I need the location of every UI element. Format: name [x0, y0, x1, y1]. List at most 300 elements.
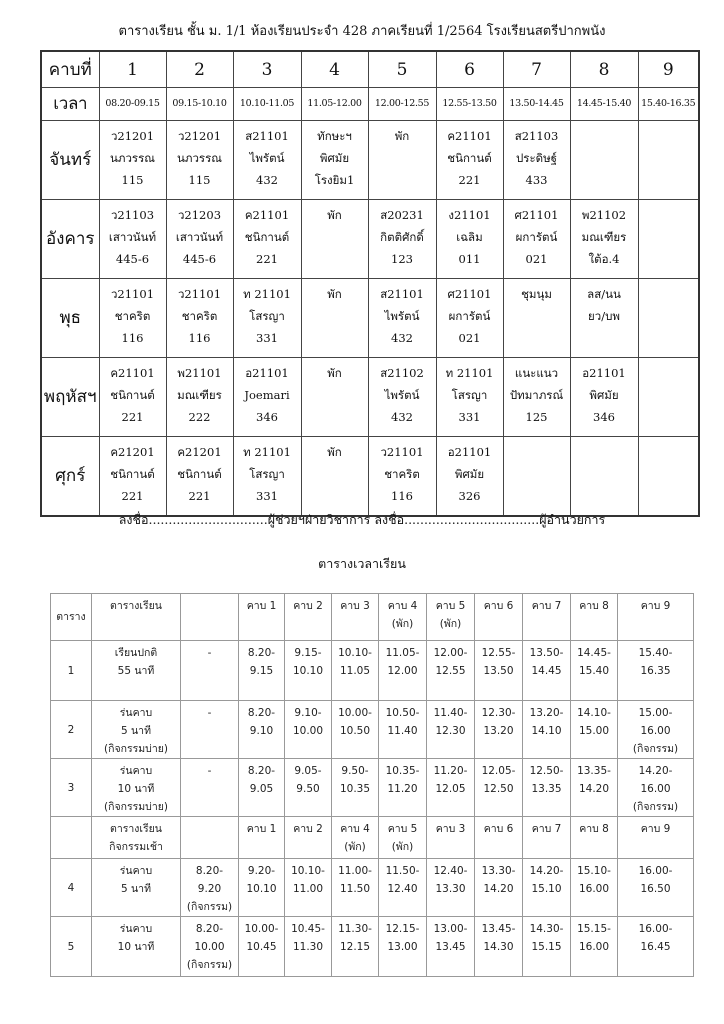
- cell-line: 11.50: [339, 883, 371, 895]
- time-cell: [618, 641, 694, 701]
- cell-line: ผการัตน์: [448, 309, 491, 323]
- day-name: ศุกร์: [41, 437, 99, 517]
- cell-line: ปัทมาภรณ์: [509, 388, 564, 402]
- time-cell: [379, 594, 427, 641]
- cell-line: 13.35-: [577, 765, 611, 777]
- cell-line: 12.50-: [529, 765, 564, 777]
- cell-line: เรียนปกติ: [114, 647, 158, 659]
- cell-line: ว21101: [110, 287, 155, 301]
- class-cell: [638, 121, 699, 200]
- time-cell: [571, 759, 618, 817]
- time-cell: [571, 859, 618, 917]
- period-number: 2: [166, 51, 233, 88]
- time-cell: [239, 817, 285, 859]
- cell-line: 15.40: [578, 665, 610, 677]
- cell-line: 13.45: [435, 941, 466, 953]
- cell-line: พัก: [394, 129, 410, 143]
- cell-line: 9.15: [249, 665, 274, 677]
- time-cell: [523, 641, 571, 701]
- cell-line: ท 21101: [243, 287, 291, 301]
- cell-line: 221: [256, 252, 278, 266]
- cell-line: 16.35: [640, 665, 671, 677]
- cell-line: 221: [121, 410, 144, 424]
- cell-line: 16.45: [640, 941, 671, 953]
- cell-line: 11.00: [292, 883, 324, 895]
- time-cell: [92, 917, 181, 977]
- cell-line: 15.10: [531, 883, 562, 895]
- time-cell: [332, 817, 379, 859]
- time-cell: [379, 641, 427, 701]
- cell-line: 15.15: [531, 941, 562, 953]
- cell-line: กิตติศักดิ์: [380, 230, 424, 244]
- cell-line: ว21203: [177, 208, 222, 222]
- cell-line: ชนิกานต์: [110, 467, 155, 481]
- cell-line: คาบ 9: [640, 823, 671, 835]
- time-cell: [239, 641, 285, 701]
- class-cell: [233, 437, 301, 517]
- cell-line: 9.10: [249, 725, 274, 737]
- class-cell: [166, 279, 233, 358]
- class-cell: [638, 200, 699, 279]
- cell-line: ค21101: [110, 366, 155, 380]
- cell-line: ศ21101: [514, 208, 559, 222]
- cell-line: คาบ 1: [246, 600, 277, 612]
- cell-line: 13.45-: [481, 923, 516, 935]
- cell-line: 12.15: [339, 941, 371, 953]
- time-cell: [618, 701, 694, 759]
- time-cell: [285, 759, 332, 817]
- cell-line: คาบ 1: [246, 823, 277, 835]
- cell-line: คาบ 5: [387, 823, 418, 835]
- period-time: 15.40-16.35: [638, 88, 699, 121]
- period-number: 8: [570, 51, 638, 88]
- time-label: เวลา: [41, 88, 99, 121]
- day-name: จันทร์: [41, 121, 99, 200]
- cell-line: 12.40-: [433, 865, 468, 877]
- cell-line: 15.40-: [638, 647, 673, 659]
- cell-line: ค21101: [244, 208, 290, 222]
- cell-line: 11.05-: [385, 647, 420, 659]
- cell-line: 116: [188, 331, 211, 345]
- cell-line: 1: [67, 664, 75, 677]
- time-cell: [332, 701, 379, 759]
- cell-line: 12.30-: [481, 707, 516, 719]
- cell-line: 13.00-: [433, 923, 468, 935]
- time-cell: [379, 859, 427, 917]
- class-cell: [503, 279, 570, 358]
- cell-line: ส21101: [245, 129, 289, 143]
- cell-line: นภวรรณ: [110, 151, 155, 165]
- class-cell: [233, 121, 301, 200]
- day-name: อังคาร: [41, 200, 99, 279]
- cell-line: -: [207, 765, 212, 777]
- cell-line: 10.00-: [338, 707, 372, 719]
- time-table-title: ตารางเวลาเรียน: [318, 556, 406, 571]
- time-cell: [92, 859, 181, 917]
- class-schedule-table: [40, 50, 700, 517]
- cell-line: ตารางเรียน: [110, 823, 162, 835]
- cell-line: (พัก): [391, 618, 414, 630]
- time-cell: [427, 641, 475, 701]
- time-cell: [239, 859, 285, 917]
- time-cell: [181, 594, 239, 641]
- cell-line: ส20231: [380, 208, 424, 222]
- time-cell: [571, 917, 618, 977]
- cell-line: ร่นคาบ: [119, 865, 153, 877]
- period-number: 9: [638, 51, 699, 88]
- cell-line: พัก: [327, 287, 342, 301]
- cell-line: 16.00-: [638, 923, 673, 935]
- time-cell: [427, 817, 475, 859]
- cell-line: 021: [458, 331, 481, 345]
- class-cell: [570, 121, 638, 200]
- cell-line: กิจกรรมเช้า: [109, 841, 163, 853]
- cell-line: ชนิกานต์: [244, 230, 290, 244]
- cell-line: 12.30: [435, 725, 466, 737]
- cell-line: โสรญา: [451, 388, 488, 402]
- time-cell: [51, 701, 92, 759]
- cell-line: 8.20-: [247, 707, 276, 719]
- cell-line: 5 นาที: [120, 725, 151, 737]
- time-cell: [571, 701, 618, 759]
- cell-line: ค21201: [177, 445, 222, 459]
- cell-line: 10.10: [246, 883, 277, 895]
- time-cell: [427, 859, 475, 917]
- time-cell: [92, 759, 181, 817]
- cell-line: 10.50: [339, 725, 371, 737]
- time-cell: [332, 917, 379, 977]
- cell-line: 13.50-: [529, 647, 564, 659]
- cell-line: 13.20: [483, 725, 514, 737]
- class-cell: [503, 437, 570, 517]
- cell-line: ส21102: [380, 366, 424, 380]
- cell-line: 445-6: [115, 252, 150, 266]
- class-cell: [166, 200, 233, 279]
- time-cell: [475, 817, 523, 859]
- cell-line: คาบ 3: [340, 600, 370, 612]
- cell-line: 9.10-: [294, 707, 322, 719]
- period-time: 13.50-14.45: [503, 88, 570, 121]
- class-cell: [638, 279, 699, 358]
- class-cell: [503, 200, 570, 279]
- cell-line: ง21101: [448, 208, 491, 222]
- time-cell: [51, 641, 92, 701]
- period-time: 10.10-11.05: [233, 88, 301, 121]
- class-cell: [233, 358, 301, 437]
- cell-line: Joemari: [244, 388, 290, 402]
- cell-line: แนะแนว: [514, 366, 559, 380]
- cell-line: โสรญา: [249, 309, 285, 323]
- cell-line: 14.10: [531, 725, 562, 737]
- cell-line: 331: [256, 489, 278, 503]
- class-cell: [99, 358, 166, 437]
- cell-line: 14.20-: [638, 765, 673, 777]
- time-cell: [379, 917, 427, 977]
- cell-line: 10 นาที: [117, 783, 155, 795]
- class-cell: [301, 437, 368, 517]
- cell-line: 16.00-: [638, 865, 673, 877]
- time-cell: [475, 594, 523, 641]
- cell-line: 11.00-: [338, 865, 372, 877]
- cell-line: 12.00: [387, 665, 418, 677]
- cell-line: 432: [391, 410, 413, 424]
- cell-line: 432: [391, 331, 413, 345]
- cell-line: 115: [188, 173, 211, 187]
- cell-line: 331: [458, 410, 481, 424]
- cell-line: 10.10-: [291, 865, 325, 877]
- cell-line: 221: [458, 173, 481, 187]
- cell-line: ชุมนุม: [521, 287, 552, 301]
- cell-line: ค21101: [447, 129, 492, 143]
- time-cell: [332, 759, 379, 817]
- cell-line: 13.00: [387, 941, 418, 953]
- cell-line: ชาคริต: [181, 309, 218, 323]
- cell-line: 432: [256, 173, 278, 187]
- time-cell: [523, 917, 571, 977]
- cell-line: 14.30: [483, 941, 514, 953]
- cell-line: คาบ 2: [293, 823, 323, 835]
- class-cell: [368, 200, 436, 279]
- time-cell: [51, 594, 92, 641]
- class-cell: [436, 437, 503, 517]
- cell-line: (กิจกรรม): [632, 801, 679, 813]
- class-cell: [166, 121, 233, 200]
- class-cell: [570, 437, 638, 517]
- time-table-row: [51, 759, 694, 817]
- class-cell: [233, 200, 301, 279]
- cell-line: 12.55: [435, 665, 466, 677]
- cell-line: 12.05: [435, 783, 466, 795]
- cell-line: พิศมัย: [454, 467, 485, 481]
- cell-line: ว21103: [110, 208, 155, 222]
- time-cell: [239, 594, 285, 641]
- cell-line: 3: [67, 781, 75, 794]
- time-cell: [618, 817, 694, 859]
- cell-line: -: [207, 647, 212, 659]
- cell-line: 10.00-: [244, 923, 279, 935]
- class-cell: [368, 437, 436, 517]
- cell-line: พิศมัย: [589, 388, 619, 402]
- time-cell: [427, 917, 475, 977]
- cell-line: มณเฑียร: [581, 230, 627, 244]
- cell-line: 10.10: [292, 665, 324, 677]
- class-cell: [301, 200, 368, 279]
- time-cell: [379, 817, 427, 859]
- cell-line: 13.50: [483, 665, 514, 677]
- cell-line: 8.20-: [247, 765, 276, 777]
- cell-line: โรงยิม1: [314, 173, 355, 187]
- cell-line: (พัก): [344, 841, 366, 853]
- class-cell: [99, 279, 166, 358]
- cell-line: 116: [121, 331, 144, 345]
- cell-line: 9.50: [296, 783, 320, 795]
- cell-line: 13.30: [435, 883, 466, 895]
- period-time: 09.15-10.10: [166, 88, 233, 121]
- cell-line: ว21201: [110, 129, 155, 143]
- cell-line: ว21101: [380, 445, 424, 459]
- cell-line: ชนิกานต์: [110, 388, 155, 402]
- time-cell: [618, 759, 694, 817]
- cell-line: คาบ 3: [435, 823, 466, 835]
- cell-line: อ21101: [447, 445, 492, 459]
- cell-line: 10 นาที: [117, 941, 155, 953]
- cell-line: 346: [593, 410, 615, 424]
- cell-line: คาบ 8: [579, 823, 609, 835]
- cell-line: ส21103: [514, 129, 559, 143]
- class-cell: [99, 121, 166, 200]
- cell-line: 16.00: [640, 783, 671, 795]
- cell-line: ท 21101: [445, 366, 494, 380]
- cell-line: โสรญา: [249, 467, 285, 481]
- cell-line: 346: [256, 410, 278, 424]
- cell-line: 9.20-: [247, 865, 276, 877]
- time-cell: [92, 594, 181, 641]
- cell-line: 221: [188, 489, 211, 503]
- cell-line: ผการัตน์: [515, 230, 558, 244]
- cell-line: คาบ 7: [531, 823, 562, 835]
- cell-line: เสาวนันท์: [108, 230, 157, 244]
- cell-line: 14.10-: [577, 707, 611, 719]
- time-cell: [523, 594, 571, 641]
- class-cell: [436, 279, 503, 358]
- time-cell: [51, 859, 92, 917]
- cell-line: พิศมัย: [319, 151, 350, 165]
- class-cell: [368, 358, 436, 437]
- cell-line: ว21101: [177, 287, 222, 301]
- cell-line: นภวรรณ: [177, 151, 222, 165]
- day-name: พฤหัสฯ: [41, 358, 99, 437]
- time-cell: [332, 641, 379, 701]
- time-cell: [379, 759, 427, 817]
- period-time: 14.45-15.40: [570, 88, 638, 121]
- time-cell: [285, 641, 332, 701]
- time-cell: [523, 817, 571, 859]
- period-number: 4: [301, 51, 368, 88]
- time-cell: [618, 859, 694, 917]
- cell-line: ส21101: [380, 287, 424, 301]
- cell-line: ชนิกานต์: [177, 467, 222, 481]
- cell-line: 15.00: [578, 725, 610, 737]
- cell-line: 2: [67, 723, 75, 736]
- cell-line: 9.50-: [341, 765, 369, 777]
- day-row: [41, 437, 699, 517]
- time-cell: [92, 817, 181, 859]
- cell-line: 16.00: [578, 883, 610, 895]
- cell-line: พัก: [327, 366, 342, 380]
- time-cell: [285, 859, 332, 917]
- cell-line: พัก: [327, 208, 342, 222]
- cell-line: (กิจกรรม): [186, 901, 233, 913]
- cell-line: 10.45-: [291, 923, 325, 935]
- cell-line: คาบ 5: [435, 600, 466, 612]
- cell-line: ไพรัตน์: [249, 151, 285, 165]
- time-table-row: [51, 859, 694, 917]
- cell-line: 16.50: [640, 883, 671, 895]
- day-row: [41, 121, 699, 200]
- time-cell: [285, 701, 332, 759]
- class-cell: [233, 279, 301, 358]
- cell-line: ชาคริต: [384, 467, 420, 481]
- cell-line: ร่นคาบ: [119, 923, 153, 935]
- time-table-header-row: [51, 594, 694, 641]
- period-time: 12.00-12.55: [368, 88, 436, 121]
- cell-line: (กิจกรรมบ่าย): [104, 801, 168, 813]
- day-row: [41, 200, 699, 279]
- cell-line: (พัก): [391, 841, 414, 853]
- class-cell: [570, 279, 638, 358]
- cell-line: 13.30-: [481, 865, 516, 877]
- time-cell: [239, 917, 285, 977]
- time-cell: [181, 917, 239, 977]
- time-cell: [475, 759, 523, 817]
- class-cell: [301, 279, 368, 358]
- time-cell: [92, 641, 181, 701]
- cell-line: คาบ 4: [387, 600, 418, 612]
- time-cell: [523, 859, 571, 917]
- cell-line: 8.20-: [195, 865, 224, 877]
- cell-line: ประดิษฐ์: [515, 151, 558, 165]
- cell-line: ตารางเรียน: [110, 600, 162, 612]
- cell-line: ศ21101: [447, 287, 492, 301]
- time-cell: [239, 701, 285, 759]
- day-row: [41, 279, 699, 358]
- cell-line: คาบ 6: [483, 823, 514, 835]
- cell-line: 11.05: [339, 665, 371, 677]
- time-cell: [571, 641, 618, 701]
- cell-line: อ21101: [245, 366, 289, 380]
- cell-line: 10.00: [194, 941, 225, 953]
- class-cell: [638, 437, 699, 517]
- cell-line: 55 นาที: [117, 665, 155, 677]
- class-cell: [436, 200, 503, 279]
- cell-line: 4: [67, 881, 75, 894]
- cell-line: 11.50-: [385, 865, 420, 877]
- cell-line: 8.20-: [247, 647, 276, 659]
- cell-line: 14.20-: [529, 865, 564, 877]
- day-name: พุธ: [41, 279, 99, 358]
- cell-line: ชาคริต: [114, 309, 151, 323]
- time-cell: [285, 817, 332, 859]
- cell-line: 11.20-: [433, 765, 468, 777]
- cell-line: ร่นคาบ: [119, 707, 153, 719]
- cell-line: พัก: [327, 445, 342, 459]
- cell-line: 11.20: [387, 783, 418, 795]
- class-cell: [570, 358, 638, 437]
- time-cell: [51, 759, 92, 817]
- cell-line: 10.50-: [385, 707, 420, 719]
- cell-line: คาบ 9: [640, 600, 671, 612]
- class-cell: [368, 121, 436, 200]
- time-cell: [475, 641, 523, 701]
- period-time: 08.20-09.15: [99, 88, 166, 121]
- cell-line: 445-6: [182, 252, 217, 266]
- period-number: 7: [503, 51, 570, 88]
- cell-line: 12.55-: [481, 647, 516, 659]
- time-cell: [332, 594, 379, 641]
- time-cell: [51, 917, 92, 977]
- cell-line: 12.15-: [385, 923, 420, 935]
- class-cell: [503, 358, 570, 437]
- cell-line: 5: [67, 940, 75, 953]
- cell-line: 14.45: [531, 665, 562, 677]
- time-cell: [427, 759, 475, 817]
- cell-line: มณเฑียร: [177, 388, 222, 402]
- cell-line: 011: [458, 252, 481, 266]
- cell-line: 13.20-: [529, 707, 564, 719]
- cell-line: 116: [391, 489, 413, 503]
- cell-line: 221: [121, 489, 144, 503]
- cell-line: เฉลิม: [456, 230, 483, 244]
